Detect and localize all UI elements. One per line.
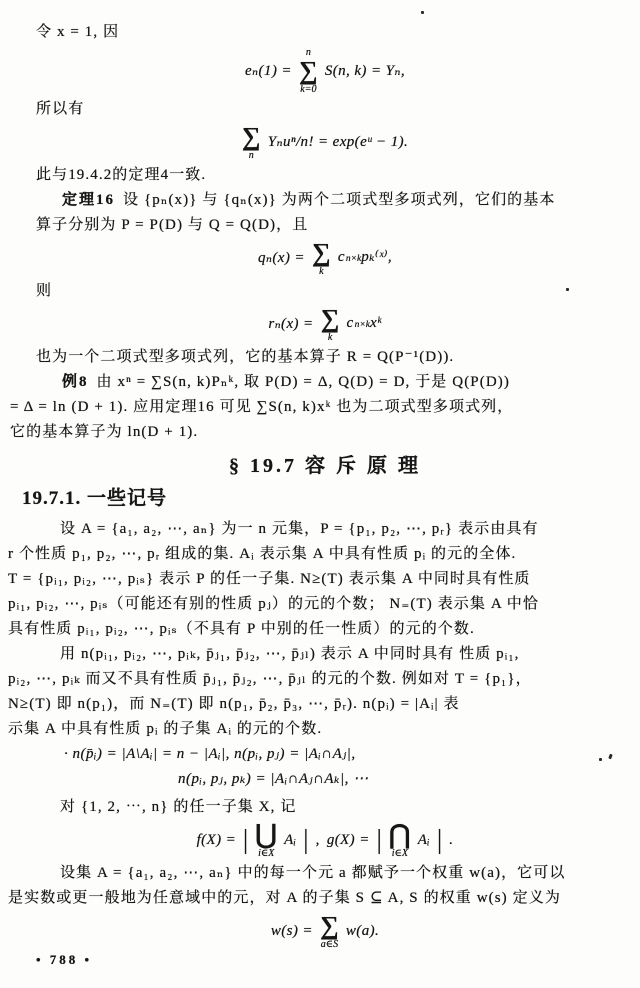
subset-x-line: 对 {1, 2, ⋯, n} 的任一子集 X, 记 [60,799,297,815]
sigma-icon: ∑ [298,56,318,85]
formula-rhs: S(n, k) = Yₙ, [324,62,405,79]
theorem16-line-2: 算子分别为 P = P(D) 与 Q = Q(D)，且 [36,217,309,233]
theorem16-line-3: 也为一个二项式型多项式列，它的基本算子 R = Q(P⁻¹(D)). [36,349,455,365]
text-line: 是实数或更一般地为任意域中的元，对 A 的子集 S ⊆ A, S 的权重 w(s) 定义为 [8,890,561,906]
example8-line-1 [36,370,614,395]
text-line: 用 n(pᵢ₁, pᵢ₂, ⋯, pᵢₖ, p̄ⱼ₁, p̄ⱼ₂, ⋯, p̄ⱼₗ) 表示 A 中同时具有 性质 pᵢ₁, [60,646,520,662]
intersection-operator [389,822,411,859]
sum-lower-limit: n [248,150,254,161]
formula-lhs: qₙ(x) = [257,250,305,266]
coeff-base: c [346,315,354,331]
union-icon: ⋃ [255,820,278,849]
abs-bar: | [303,824,309,855]
section-title: § 19.7 容 斥 原 理 [229,455,421,477]
formula-lhs: rₙ(x) = [268,316,314,332]
sum-lower-limit: a∈S [320,939,339,950]
sigma-icon: ∑ [311,238,331,267]
text-line: r 个性质 p₁, p₂, ⋯, pᵣ 组成的集. Aᵢ 表示集 A 中具有性质 pᵢ 的元的全体. [8,546,517,562]
f-lhs: f(X) = [196,832,237,848]
formula-weight-sum [36,913,614,950]
coeff-base: c [337,249,345,265]
intersection-icon: ⋂ [388,820,411,849]
then-word: 则 [36,283,53,299]
sigma-icon: ∑ [319,911,339,940]
intro-line-1: 令 x = 1, 因 [36,24,120,40]
f-arg: Aᵢ [284,832,297,848]
intersection-lower-limit: i∈X [391,848,408,859]
g-arg: Aᵢ [417,832,431,848]
union-lower-limit: i∈X [258,848,275,859]
sum-operator [320,913,339,950]
sum-lower-limit: k [319,266,324,277]
text-line: 具有性质 pᵢ₁, pᵢ₂, ⋯, pᵢₛ（不具有 P 中别的任一性质）的元的个数. [8,621,475,637]
text-line: N≥(T) 即 n(p₁)，而 N₌(T) 即 n(p₁, p̄₂, p̄₃, ⋯, p̄ᵣ). n(pᵢ) = |Aᵢ| 表 [8,696,460,712]
abs-bar: | [243,824,249,855]
theorem16-text: 设 {pₙ(x)} 与 {qₙ(x)} 为两个二项式型多项式列，它们的基本 [123,192,556,208]
example8-text: 由 xⁿ = ∑S(n, k)Pₙᵏ, 取 P(D) = Δ, Q(D) = D, 于是 Q(P(D)) [96,374,510,390]
coeff-subscript: n×k [345,254,362,264]
scan-speck [421,11,424,14]
scan-speck [599,758,602,761]
formula-rhs: Yₙuⁿ/n! = exp(eᵘ − 1). [267,134,409,150]
text-line: 设 A = {a₁, a₂, ⋯, aₙ} 为一 n 元集，P = {p₁, p₂, ⋯, pᵣ} 表示由具有 [60,521,539,537]
formula-tail: xᵏ [369,315,382,331]
separator-comma: , [315,832,320,848]
formula-rhs [347,311,382,338]
formula-tail: pₖ⁽ˣ⁾, [361,249,393,265]
sum-upper-limit: n [305,47,311,58]
end-period: . [449,832,454,848]
sum-operator [299,47,318,95]
intro-line-3: 此与19.4.2的定理4一致. [36,167,207,183]
formula-rhs [338,245,392,272]
weight-paragraph [8,861,614,911]
theorem16-line-1 [36,188,614,213]
identity-display-block [8,742,614,792]
formula-union-intersection [36,822,614,859]
example8-line-2: = Δ = ln (D + 1). 应用定理16 可见 ∑S(n, k)xᵏ 也为二项式型多项式列， [10,399,514,415]
formula-rn-expansion [36,306,614,343]
coeff-subscript: n×k [354,320,370,330]
formula-egf-bell [36,124,614,161]
identity-line-1: · n(p̄ᵢ) = |A\Aᵢ| = n − |Aᵢ|, n(pᵢ, pⱼ) = |Aᵢ∩Aⱼ|, [64,746,356,762]
abs-bar: | [376,824,382,855]
sum-operator [312,240,331,277]
sum-operator [321,306,340,343]
formula-rhs: w(a). [345,923,380,939]
sigma-icon: ∑ [241,122,261,151]
formula-bell-number-sum [36,47,614,95]
text-line: pᵢ₁, pᵢ₂, ⋯, pᵢₛ（可能还有别的性质 pⱼ）的元的个数； N₌(T) 表示集 A 中恰 [8,596,539,612]
scan-speck [566,288,569,291]
formula-lhs: eₙ(1) = [245,62,292,79]
intro-line-2: 所以有 [36,101,85,117]
notation-paragraph-1 [8,517,614,642]
notation-paragraph-2 [8,642,614,742]
text-line: 设集 A = {a₁, a₂, ⋯, aₙ} 中的每一个元 a 都赋予一个权重 w(a)，它可以 [60,865,566,881]
sum-lower-limit: k=0 [300,84,317,95]
formula-qn-expansion [36,240,614,277]
theorem16-label: 定理16 [62,192,116,208]
example8-label: 例8 [62,374,89,390]
sigma-icon: ∑ [320,304,340,333]
sum-lower-limit: k [327,332,333,343]
g-lhs: g(X) = [326,832,370,848]
formula-lhs: w(s) = [270,923,313,939]
subsection-title: 19.7.1. 一些记号 [22,488,168,509]
text-line: pᵢ₂, ⋯, pᵢₖ 而又不具有性质 p̄ⱼ₁, p̄ⱼ₂, ⋯, p̄ⱼₗ 的元的个数. 例如对 T = {p₁}， [8,671,532,687]
text-line: 示集 A 中具有性质 pᵢ 的子集 Aᵢ 的元的个数. [8,721,323,737]
union-operator [255,822,277,859]
page-number: • 788 • [36,952,93,967]
sum-operator [242,124,261,161]
identity-line-2: n(pᵢ, pⱼ, pₖ) = |Aᵢ∩Aⱼ∩Aₖ|, ⋯ [178,771,369,787]
example8-line-3: 它的基本算子为 ln(D + 1). [10,424,199,440]
abs-bar: | [437,824,443,855]
text-line: T = {pᵢ₁, pᵢ₂, ⋯, pᵢₛ} 表示 P 的任一子集. N≥(T) 表示集 A 中同时具有性质 [8,571,531,587]
